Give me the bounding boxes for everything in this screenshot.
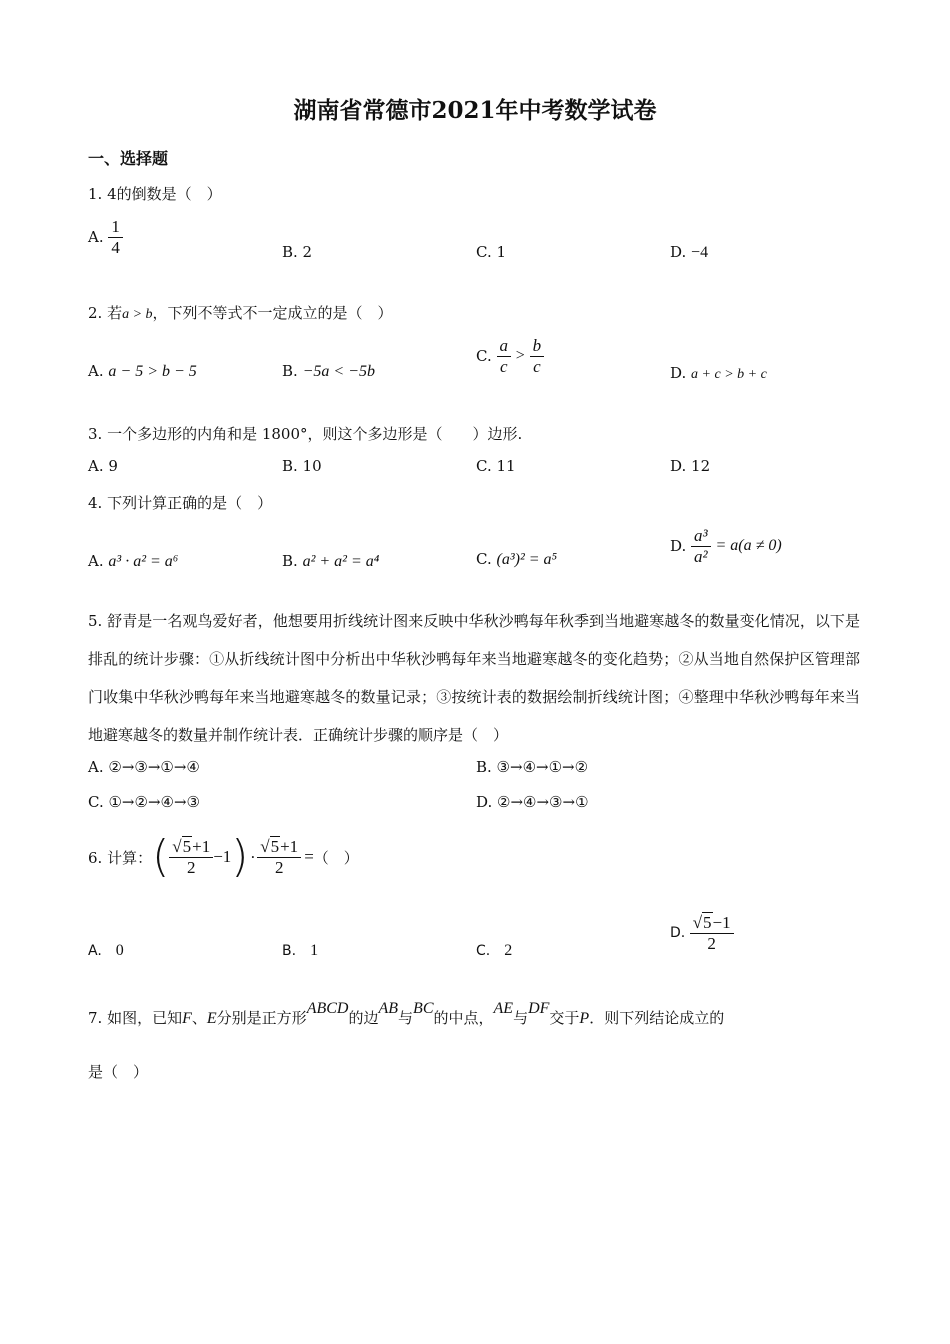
math-var: DF xyxy=(528,1000,550,1017)
option-value: −5a < −5b xyxy=(302,363,375,380)
numerator: a xyxy=(497,336,512,357)
option-label: C. xyxy=(476,550,492,568)
math-var: ABCD xyxy=(306,1000,349,1017)
option-value: a² + a² = a⁴ xyxy=(302,553,380,570)
denominator: a² xyxy=(694,546,708,566)
stem-text: 2. 若 xyxy=(88,304,123,322)
q4-option-b xyxy=(282,552,379,571)
denominator: c xyxy=(533,356,541,376)
numerator: √5+1 xyxy=(257,836,301,858)
q4-option-a xyxy=(88,552,178,571)
question-3-stem: 3. 一个多边形的内角和是 1800°，则这个多边形是（ ）边形. xyxy=(88,425,523,443)
q1-option-b: B. 2 xyxy=(282,243,313,261)
fraction xyxy=(169,836,213,877)
q6-option-d xyxy=(670,912,734,953)
section-heading: 一、选择题 xyxy=(88,149,169,168)
option-label: B. xyxy=(282,552,298,570)
q5-option-b: B. ③→④→①→② xyxy=(476,758,589,776)
q5-option-c: C. ①→②→④→③ xyxy=(88,793,200,811)
q2-option-a xyxy=(88,362,197,381)
question-2-stem xyxy=(88,302,393,323)
question-7-stem xyxy=(88,1000,724,1028)
q3-option-b: B. 10 xyxy=(282,457,322,475)
option-value: 0 xyxy=(115,942,124,959)
q1-option-d xyxy=(670,243,708,262)
left-paren: ( xyxy=(152,831,170,882)
option-label: A. xyxy=(88,552,104,570)
q5-option-d: D. ②→④→③→① xyxy=(476,793,589,811)
q5-option-a: A. ②→③→①→④ xyxy=(88,758,200,776)
q6-option-a xyxy=(88,940,124,960)
q2-option-d xyxy=(670,364,767,383)
q4-option-d xyxy=(670,526,782,566)
stem-text: 交于 xyxy=(549,1009,580,1027)
q6-option-b xyxy=(282,940,318,960)
option-label: D. xyxy=(670,924,686,941)
math-var: F xyxy=(182,1010,192,1027)
question-6-stem xyxy=(88,828,359,886)
option-label: A. xyxy=(88,943,102,959)
option-label: A. xyxy=(88,228,104,247)
fraction xyxy=(690,912,734,953)
radicand: 5 xyxy=(182,837,192,857)
option-label: D. xyxy=(670,243,687,261)
option-label: C. xyxy=(476,943,491,959)
radicand: 5 xyxy=(703,913,712,932)
numerator: 1 xyxy=(108,217,123,238)
option-value: a − 5 > b − 5 xyxy=(108,363,197,380)
numerator-rest: +1 xyxy=(280,837,299,857)
option-label: C. xyxy=(476,347,492,366)
stem-text: 与 xyxy=(398,1009,414,1027)
minus-one: −1 xyxy=(213,847,232,866)
numerator-rest: +1 xyxy=(192,837,211,857)
option-value: 1 xyxy=(310,942,319,959)
stem-text: 7. 如图，已知 xyxy=(88,1009,183,1027)
stem-text: ，下列不等式不一定成立的是（ ） xyxy=(152,304,393,322)
q3-option-c: C. 11 xyxy=(476,457,516,475)
stem-text: ．则下列结论成立的 xyxy=(589,1009,725,1027)
stem-text: 与 xyxy=(513,1009,529,1027)
option-value: a + c > b + c xyxy=(691,367,767,382)
fraction xyxy=(530,336,545,376)
q4-option-c xyxy=(476,550,557,569)
option-label: B. xyxy=(282,943,297,959)
stem-text: 的边 xyxy=(348,1009,379,1027)
question-4-stem: 4. 下列计算正确的是（ ） xyxy=(88,494,273,512)
q2-option-c xyxy=(476,336,544,376)
equals-sign: = xyxy=(304,847,314,866)
question-5-stem: 5. 舒青是一名观鸟爱好者，他想要用折线统计图来反映中华秋沙鸭每年秋季到当地避寒越冬的数量变化情况，以下是排乱的统计步骤：①从折线统计图中分析出中华秋沙鸭每年来当地避寒越冬的变化趋势；②从当地自然保护区管理部门收集中华秋沙鸭每年来当地避寒越冬的数量记录；③按统计表的数据绘制折线统计图；④整理中华秋沙鸭每年来当地避寒越冬的数量并制作统计表．正确统计步骤的顺序是（ ） xyxy=(88,612,860,744)
option-label: D. xyxy=(670,364,687,382)
question-1-stem: 1. 4的倒数是（ ） xyxy=(88,185,222,203)
stem-text: 的中点， xyxy=(433,1009,494,1027)
numerator: b xyxy=(530,336,545,357)
right-paren: ) xyxy=(231,831,249,882)
option-value: 2 xyxy=(504,942,513,959)
denominator: 2 xyxy=(274,858,284,877)
page-title: 湖南省常德市2021年中考数学试卷 xyxy=(293,97,657,124)
fraction xyxy=(257,836,301,877)
stem-text: 6. 计算： xyxy=(88,848,153,867)
option-value: (a³)² = a⁵ xyxy=(496,551,558,568)
math-var: BC xyxy=(413,1000,434,1017)
denominator: 2 xyxy=(186,858,196,877)
math-var: E xyxy=(206,1010,217,1027)
fraction xyxy=(497,336,512,376)
option-value: = a(a ≠ 0) xyxy=(715,537,782,555)
numerator: √5+1 xyxy=(169,836,213,858)
fraction xyxy=(691,526,711,566)
denominator: c xyxy=(499,356,508,376)
fraction xyxy=(108,217,123,257)
denominator: 2 xyxy=(707,933,716,953)
q3-option-d: D. 12 xyxy=(670,457,711,475)
answer-blank: （ ） xyxy=(313,848,359,867)
option-value: −4 xyxy=(691,244,709,261)
question-7-line2: 是（ ） xyxy=(88,1063,149,1081)
stem-text: 、 xyxy=(191,1009,207,1027)
q1-option-c: C. 1 xyxy=(476,243,507,261)
condition: a > b xyxy=(122,307,153,322)
numerator: √5−1 xyxy=(690,912,734,934)
numerator: a³ xyxy=(691,526,711,547)
radicand: 5 xyxy=(270,837,280,857)
q6-option-c xyxy=(476,940,512,960)
stem-text: 分别是正方形 xyxy=(216,1009,307,1027)
dot-operator: · xyxy=(250,848,256,866)
operator: > xyxy=(515,347,525,365)
option-label: D. xyxy=(670,537,687,556)
option-label: B. xyxy=(282,362,298,380)
option-value: a³ · a² = a⁶ xyxy=(108,553,179,570)
q2-option-b xyxy=(282,362,375,381)
q1-option-a xyxy=(88,217,123,257)
math-var: AB xyxy=(378,1000,399,1017)
numerator-rest: −1 xyxy=(712,913,731,932)
math-var: AE xyxy=(493,1000,514,1017)
math-var: P xyxy=(579,1010,590,1027)
option-label: A. xyxy=(88,362,104,380)
denominator: 4 xyxy=(111,237,120,257)
q3-option-a: A. 9 xyxy=(88,457,118,475)
